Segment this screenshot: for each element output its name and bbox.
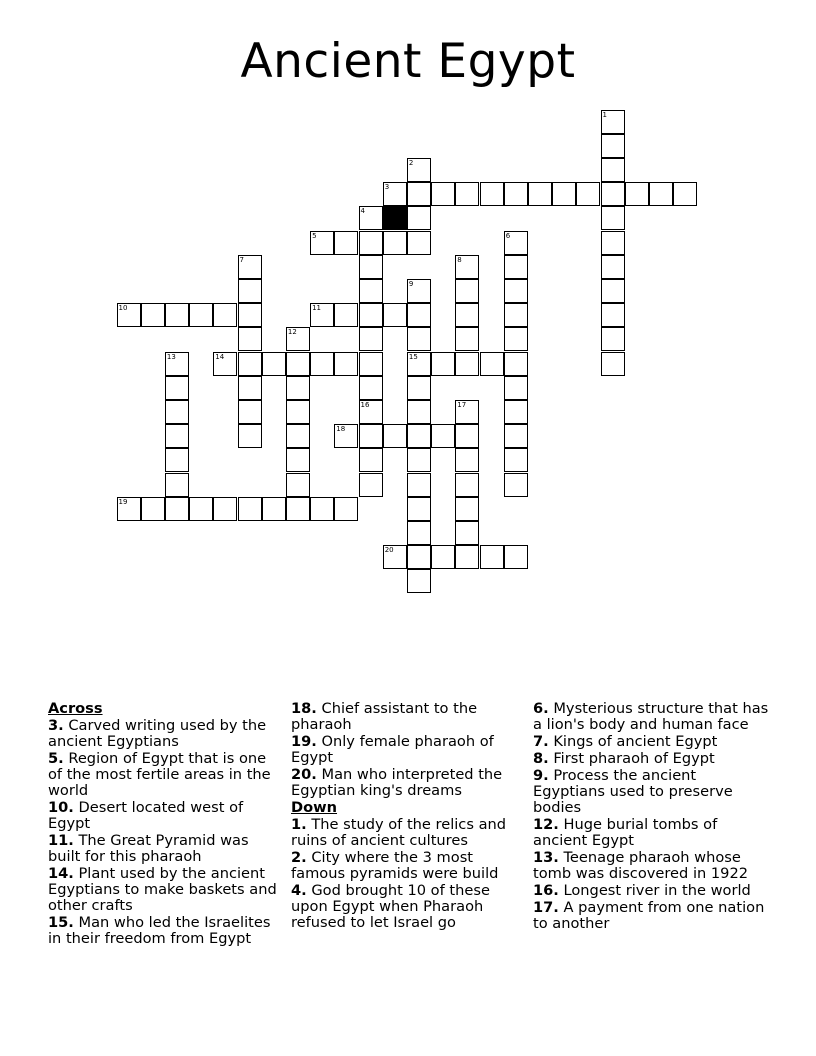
crossword-cell[interactable] [359, 303, 383, 327]
clue-number-label: 10. [48, 799, 74, 816]
crossword-cell[interactable] [504, 545, 528, 569]
crossword-cell[interactable] [601, 134, 625, 158]
clue-number-label: 3. [48, 717, 64, 734]
crossword-cell[interactable] [238, 327, 262, 351]
clue-number: 14 [215, 352, 225, 361]
crossword-cell[interactable] [310, 303, 334, 327]
crossword-cell[interactable] [189, 497, 213, 521]
crossword-cell[interactable] [334, 424, 358, 448]
clue-number: 3 [384, 183, 390, 192]
clue-item: 2. City where the 3 most famous pyramids were build [291, 849, 499, 882]
crossword-cell[interactable] [431, 424, 455, 448]
crossword-cell[interactable] [601, 206, 625, 230]
clue-item: 6. Mysterious structure that has a lion's body and human face [533, 700, 769, 733]
crossword-cell[interactable] [480, 545, 504, 569]
crossword-cell[interactable] [238, 424, 262, 448]
crossword-cell[interactable] [407, 545, 431, 569]
crossword-cell[interactable] [407, 327, 431, 351]
clue-item: 7. Kings of ancient Egypt [533, 733, 718, 750]
crossword-cell[interactable] [455, 497, 479, 521]
crossword-cell[interactable] [407, 206, 431, 230]
crossword-cell[interactable] [407, 182, 431, 206]
clue-number: 1 [602, 110, 607, 119]
crossword-cell[interactable] [383, 182, 407, 206]
clue-number-label: 6. [533, 700, 549, 717]
crossword-cell[interactable] [238, 255, 262, 279]
crossword-cell[interactable] [601, 303, 625, 327]
crossword-cell[interactable] [455, 182, 479, 206]
crossword-cell[interactable] [455, 352, 479, 376]
crossword-cell[interactable] [625, 182, 649, 206]
crossword-cell[interactable] [165, 497, 189, 521]
crossword-cell[interactable] [407, 279, 431, 303]
clue-number-label: 1. [291, 816, 307, 833]
crossword-cell[interactable] [601, 352, 625, 376]
clue-item: 4. God brought 10 of these upon Egypt when Pharaoh refused to let Israel go [291, 882, 490, 931]
clue-number-label: 4. [291, 882, 307, 899]
clue-item: 17. A payment from one nation to another [533, 899, 765, 932]
clue-number-label: 2. [291, 849, 307, 866]
clue-number: 13 [166, 352, 176, 361]
crossword-cell[interactable] [455, 255, 479, 279]
clue-number: 9 [408, 279, 414, 288]
clue-item: 18. Chief assistant to the pharaoh [291, 700, 478, 733]
crossword-cell[interactable] [165, 400, 189, 424]
crossword-cell[interactable] [117, 497, 141, 521]
crossword-cell[interactable] [141, 303, 165, 327]
crossword-cell[interactable] [601, 279, 625, 303]
clue-item: 5. Region of Egypt that is one of the most fertile areas in the world [48, 750, 271, 799]
crossword-cell[interactable] [165, 376, 189, 400]
crossword-cell[interactable] [165, 303, 189, 327]
crossword-cell[interactable] [504, 424, 528, 448]
crossword-cell[interactable] [286, 327, 310, 351]
crossword-cell[interactable] [359, 448, 383, 472]
clue-number: 18 [336, 425, 346, 434]
crossword-cell[interactable] [334, 497, 358, 521]
crossword-cell[interactable] [238, 376, 262, 400]
crossword-cell[interactable] [455, 545, 479, 569]
crossword-cell[interactable] [359, 255, 383, 279]
crossword-cell[interactable] [383, 424, 407, 448]
crossword-cell[interactable] [213, 352, 237, 376]
crossword-cell[interactable] [504, 400, 528, 424]
clue-number-label: 13. [533, 849, 559, 866]
crossword-cell[interactable] [601, 158, 625, 182]
crossword-cell[interactable] [359, 231, 383, 255]
clue-item: 20. Man who interpreted the Egyptian king's dreams [291, 766, 503, 799]
crossword-cell[interactable] [601, 327, 625, 351]
crossword-cell[interactable] [504, 182, 528, 206]
clue-number-label: 9. [533, 767, 549, 784]
crossword-cell[interactable] [601, 231, 625, 255]
crossword-cell[interactable] [238, 497, 262, 521]
crossword-cell[interactable] [310, 352, 334, 376]
crossword-cell[interactable] [383, 545, 407, 569]
clue-number: 6 [505, 231, 511, 240]
crossword-cell[interactable] [359, 352, 383, 376]
crossword-cell[interactable] [238, 303, 262, 327]
clue-number-label: 17. [533, 899, 559, 916]
crossword-cell[interactable] [601, 182, 625, 206]
clue-number: 5 [312, 231, 317, 240]
crossword-cell[interactable] [455, 424, 479, 448]
clue-number: 16 [360, 400, 370, 409]
crossword-cell[interactable] [286, 497, 310, 521]
clue-number: 17 [457, 400, 467, 409]
clue-number-label: 19. [291, 733, 317, 750]
crossword-cell[interactable] [359, 400, 383, 424]
clue-item: 19. Only female pharaoh of Egypt [291, 733, 494, 766]
clue-number: 10 [118, 304, 128, 313]
crossword-cell[interactable] [359, 206, 383, 230]
clue-item: 11. The Great Pyramid was built for this pharaoh [48, 832, 249, 865]
crossword-cell[interactable] [455, 279, 479, 303]
crossword-cell[interactable] [407, 521, 431, 545]
crossword-cell[interactable] [504, 303, 528, 327]
clues-column-3 [533, 701, 769, 933]
clue-item: 9. Process the ancient Egyptians used to preserve bodies [533, 767, 733, 816]
crossword-cell[interactable] [407, 448, 431, 472]
crossword-cell[interactable] [431, 352, 455, 376]
clue-number-label: 12. [533, 816, 559, 833]
crossword-cell[interactable] [407, 376, 431, 400]
crossword-cell[interactable] [165, 473, 189, 497]
crossword-cell[interactable] [286, 473, 310, 497]
crossword-cell[interactable] [286, 352, 310, 376]
crossword-cell[interactable] [407, 303, 431, 327]
crossword-cell[interactable] [286, 400, 310, 424]
crossword-cell[interactable] [213, 303, 237, 327]
crossword-cell[interactable] [504, 448, 528, 472]
crossword-cell[interactable] [552, 182, 576, 206]
crossword-cell[interactable] [455, 448, 479, 472]
crossword-cell[interactable] [673, 182, 697, 206]
clue-number: 20 [384, 546, 394, 555]
crossword-cell[interactable] [504, 279, 528, 303]
crossword-cell[interactable] [383, 231, 407, 255]
crossword-cell[interactable] [601, 110, 625, 134]
crossword-cell[interactable] [480, 182, 504, 206]
crossword-black-cell [383, 206, 407, 230]
page-title: Ancient Egypt [240, 34, 576, 89]
crossword-cell[interactable] [455, 521, 479, 545]
crossword-cell[interactable] [407, 424, 431, 448]
crossword-cell[interactable] [141, 497, 165, 521]
clue-number-label: 14. [48, 865, 74, 882]
clue-item: 13. Teenage pharaoh whose tomb was discovered in 1922 [533, 849, 749, 882]
crossword-cell[interactable] [310, 231, 334, 255]
crossword-cell[interactable] [407, 158, 431, 182]
crossword-cell[interactable] [359, 279, 383, 303]
crossword-cell[interactable] [504, 231, 528, 255]
crossword-cell[interactable] [262, 497, 286, 521]
crossword-cell[interactable] [407, 352, 431, 376]
crossword-cell[interactable] [359, 327, 383, 351]
crossword-cell[interactable] [504, 376, 528, 400]
clue-number-label: 8. [533, 750, 549, 767]
clue-item: 10. Desert located west of Egypt [48, 799, 244, 832]
crossword-cell[interactable] [213, 497, 237, 521]
clue-number-label: 5. [48, 750, 64, 767]
clue-number-label: 16. [533, 882, 559, 899]
crossword-cell[interactable] [455, 400, 479, 424]
clue-item: 1. The study of the relics and ruins of ancient cultures [291, 816, 507, 849]
clue-number: 7 [239, 255, 244, 264]
crossword-cell[interactable] [334, 303, 358, 327]
clue-item: 12. Huge burial tombs of ancient Egypt [533, 816, 718, 849]
crossword-cell[interactable] [189, 303, 213, 327]
crossword-cell[interactable] [528, 182, 552, 206]
crossword-cell[interactable] [262, 352, 286, 376]
clue-number: 8 [457, 255, 462, 264]
crossword-cell[interactable] [504, 255, 528, 279]
clue-number: 11 [312, 304, 322, 313]
clues-heading: Across [48, 700, 103, 717]
crossword-cell[interactable] [407, 400, 431, 424]
crossword-cell[interactable] [238, 279, 262, 303]
crossword-cell[interactable] [286, 448, 310, 472]
crossword-cell[interactable] [504, 352, 528, 376]
crossword-cell[interactable] [407, 231, 431, 255]
crossword-cell[interactable] [455, 327, 479, 351]
crossword-cell[interactable] [334, 231, 358, 255]
clue-number-label: 11. [48, 832, 74, 849]
crossword-cell[interactable] [117, 303, 141, 327]
crossword-cell[interactable] [504, 473, 528, 497]
clue-number: 4 [360, 207, 365, 216]
crossword-cell[interactable] [165, 424, 189, 448]
clues-column-1 [48, 701, 284, 948]
crossword-cell[interactable] [504, 327, 528, 351]
crossword-cell[interactable] [601, 255, 625, 279]
clue-number-label: 7. [533, 733, 549, 750]
clue-number-label: 15. [48, 914, 74, 931]
clue-item: 8. First pharaoh of Egypt [533, 750, 715, 767]
crossword-cell[interactable] [359, 424, 383, 448]
clue-item: 16. Longest river in the world [533, 882, 751, 899]
crossword-cell[interactable] [407, 569, 431, 593]
clues-heading: Down [291, 799, 338, 816]
clue-item: 3. Carved writing used by the ancient Egyptians [48, 717, 267, 750]
crossword-cell[interactable] [359, 376, 383, 400]
crossword-cell[interactable] [407, 473, 431, 497]
clue-item: 15. Man who led the Israelites in their freedom from Egypt [48, 914, 271, 947]
clue-number-label: 20. [291, 766, 317, 783]
clue-number: 12 [287, 328, 297, 337]
clue-number: 2 [408, 158, 414, 167]
crossword-cell[interactable] [480, 352, 504, 376]
crossword-cell[interactable] [576, 182, 600, 206]
crossword-cell[interactable] [359, 473, 383, 497]
crossword-cell[interactable] [286, 424, 310, 448]
crossword-cell[interactable] [238, 400, 262, 424]
clue-number-label: 18. [291, 700, 317, 717]
crossword-cell[interactable] [286, 376, 310, 400]
clue-number: 19 [118, 497, 128, 506]
crossword-cell[interactable] [238, 352, 262, 376]
crossword-cell[interactable] [455, 303, 479, 327]
clues-column-2 [291, 701, 527, 932]
clue-number: 15 [408, 352, 418, 361]
crossword-cell[interactable] [165, 352, 189, 376]
crossword-cell[interactable] [165, 448, 189, 472]
clue-item: 14. Plant used by the ancient Egyptians to make baskets and other crafts [48, 865, 277, 914]
crossword-cell[interactable] [310, 497, 334, 521]
crossword-cell[interactable] [649, 182, 673, 206]
crossword-cell[interactable] [431, 182, 455, 206]
crossword-cell[interactable] [383, 303, 407, 327]
crossword-cell[interactable] [431, 545, 455, 569]
crossword-cell[interactable] [455, 473, 479, 497]
crossword-cell[interactable] [334, 352, 358, 376]
crossword-cell[interactable] [407, 497, 431, 521]
